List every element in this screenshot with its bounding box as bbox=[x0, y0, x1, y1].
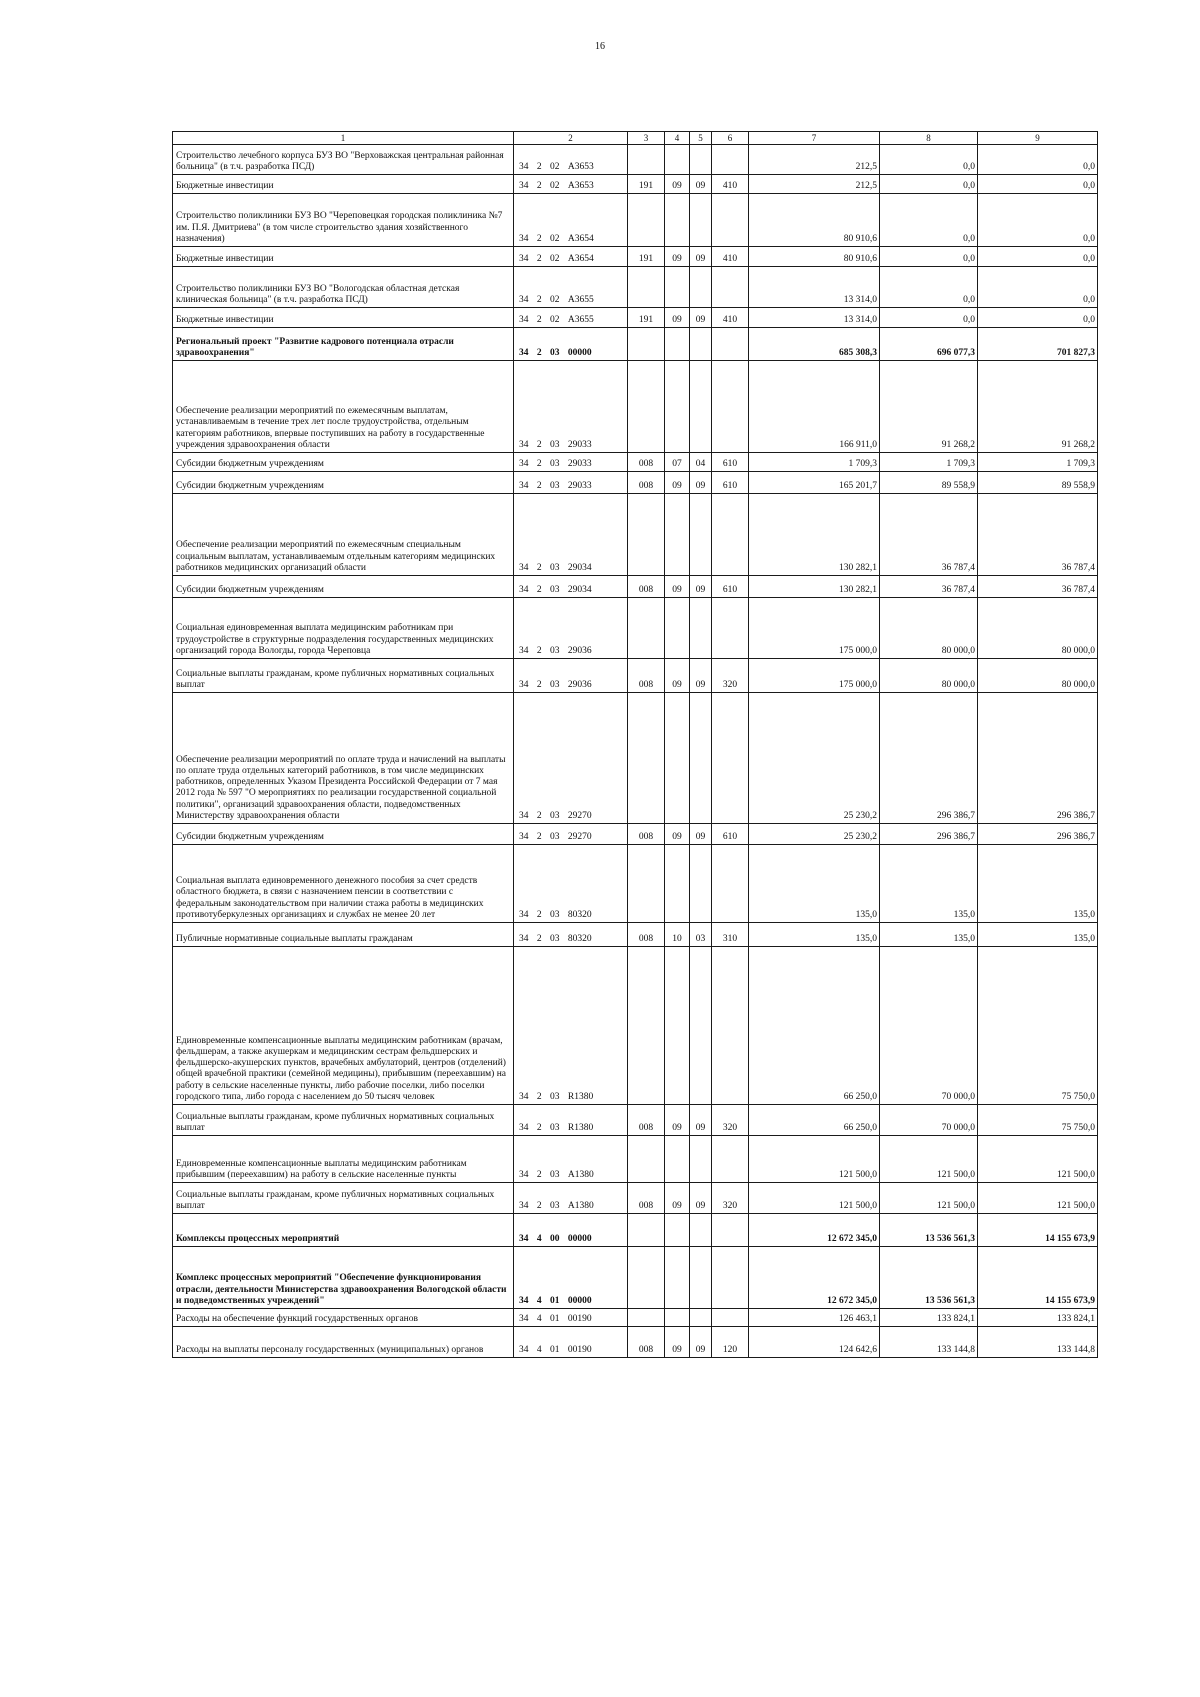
subsection-cell bbox=[690, 194, 712, 247]
amount-year1-cell: 80 910,6 bbox=[749, 194, 880, 247]
expense-type-cell bbox=[712, 845, 749, 923]
target-code-cell: 34 4 01 00190 bbox=[514, 1327, 628, 1358]
gov-code-cell: 008 bbox=[628, 1327, 665, 1358]
amount-year2-cell: 1 709,3 bbox=[880, 453, 978, 472]
target-code-cell: 34 2 03 00000 bbox=[514, 328, 628, 361]
header-col-8: 8 bbox=[880, 132, 978, 145]
expense-type-cell bbox=[712, 947, 749, 1105]
amount-year2-cell: 121 500,0 bbox=[880, 1183, 978, 1214]
expense-type-cell bbox=[712, 267, 749, 308]
table-row bbox=[173, 328, 1098, 361]
section-cell bbox=[665, 194, 690, 247]
amount-year3-cell: 80 000,0 bbox=[978, 598, 1098, 659]
name-cell: Единовременные компенсационные выплаты медицинским работникам прибывшим (переехавшим) на работу в сельские населенные пункты bbox=[173, 1136, 514, 1183]
name-cell: Субсидии бюджетным учреждениям bbox=[173, 453, 514, 472]
target-code-cell: 34 2 03 29033 bbox=[514, 453, 628, 472]
amount-year2-cell: 0,0 bbox=[880, 145, 978, 175]
page-number: 16 bbox=[595, 41, 605, 52]
expense-type-cell: 320 bbox=[712, 1183, 749, 1214]
section-cell: 09 bbox=[665, 1183, 690, 1214]
target-code-cell: 34 2 03 29034 bbox=[514, 494, 628, 576]
amount-year3-cell: 80 000,0 bbox=[978, 659, 1098, 693]
amount-year3-cell: 89 558,9 bbox=[978, 472, 1098, 494]
amount-year1-cell: 80 910,6 bbox=[749, 247, 880, 267]
gov-code-cell: 008 bbox=[628, 453, 665, 472]
section-cell: 09 bbox=[665, 1327, 690, 1358]
name-cell: Бюджетные инвестиции bbox=[173, 175, 514, 194]
amount-year1-cell: 13 314,0 bbox=[749, 267, 880, 308]
subsection-cell: 09 bbox=[690, 824, 712, 845]
table-row bbox=[173, 308, 1098, 328]
header-col-5: 5 bbox=[690, 132, 712, 145]
target-code-cell: 34 2 03 29033 bbox=[514, 472, 628, 494]
target-code-cell: 34 2 03 29036 bbox=[514, 598, 628, 659]
subsection-cell bbox=[690, 1247, 712, 1309]
amount-year2-cell: 36 787,4 bbox=[880, 494, 978, 576]
gov-code-cell: 008 bbox=[628, 1105, 665, 1136]
subsection-cell: 09 bbox=[690, 472, 712, 494]
subsection-cell bbox=[690, 145, 712, 175]
name-cell: Публичные нормативные социальные выплаты гражданам bbox=[173, 923, 514, 947]
expense-type-cell bbox=[712, 361, 749, 453]
amount-year1-cell: 165 201,7 bbox=[749, 472, 880, 494]
amount-year1-cell: 212,5 bbox=[749, 175, 880, 194]
gov-code-cell bbox=[628, 361, 665, 453]
amount-year2-cell: 80 000,0 bbox=[880, 659, 978, 693]
name-cell: Социальная выплата единовременного денежного пособия за счет средств областного бюджета, в связи с назначением пенсии в соответствии с федеральным законодательством при наличии стажа работы в медицинских противотуберкулезных организациях и службах не менее 20 лет bbox=[173, 845, 514, 923]
section-cell bbox=[665, 494, 690, 576]
expense-type-cell: 610 bbox=[712, 576, 749, 598]
amount-year3-cell: 701 827,3 bbox=[978, 328, 1098, 361]
subsection-cell: 09 bbox=[690, 247, 712, 267]
table-row bbox=[173, 1183, 1098, 1214]
amount-year3-cell: 91 268,2 bbox=[978, 361, 1098, 453]
subsection-cell: 09 bbox=[690, 175, 712, 194]
subsection-cell bbox=[690, 494, 712, 576]
subsection-cell bbox=[690, 1136, 712, 1183]
gov-code-cell: 008 bbox=[628, 659, 665, 693]
expense-type-cell: 610 bbox=[712, 453, 749, 472]
amount-year3-cell: 75 750,0 bbox=[978, 1105, 1098, 1136]
amount-year2-cell: 80 000,0 bbox=[880, 598, 978, 659]
table-row bbox=[173, 1309, 1098, 1327]
gov-code-cell bbox=[628, 267, 665, 308]
amount-year2-cell: 91 268,2 bbox=[880, 361, 978, 453]
amount-year3-cell: 133 824,1 bbox=[978, 1309, 1098, 1327]
amount-year3-cell: 121 500,0 bbox=[978, 1183, 1098, 1214]
section-cell: 09 bbox=[665, 175, 690, 194]
target-code-cell: 34 2 03 А1380 bbox=[514, 1136, 628, 1183]
amount-year3-cell: 75 750,0 bbox=[978, 947, 1098, 1105]
amount-year2-cell: 0,0 bbox=[880, 267, 978, 308]
section-cell bbox=[665, 1247, 690, 1309]
amount-year2-cell: 0,0 bbox=[880, 308, 978, 328]
gov-code-cell: 008 bbox=[628, 824, 665, 845]
amount-year1-cell: 66 250,0 bbox=[749, 1105, 880, 1136]
table-row bbox=[173, 453, 1098, 472]
section-cell bbox=[665, 328, 690, 361]
gov-code-cell bbox=[628, 845, 665, 923]
gov-code-cell bbox=[628, 1309, 665, 1327]
budget-table bbox=[172, 131, 1098, 1358]
gov-code-cell: 008 bbox=[628, 472, 665, 494]
subsection-cell bbox=[690, 693, 712, 824]
expense-type-cell: 610 bbox=[712, 472, 749, 494]
subsection-cell bbox=[690, 845, 712, 923]
table-row bbox=[173, 659, 1098, 693]
target-code-cell: 34 2 03 29033 bbox=[514, 361, 628, 453]
section-cell bbox=[665, 693, 690, 824]
subsection-cell: 04 bbox=[690, 453, 712, 472]
name-cell: Обеспечение реализации мероприятий по оплате труда и начислений на выплаты по оплате труда отдельных категорий работников, в том числе медицинских работников, определенных Указом Президента Российской Федерации от 7 мая 2012 года № 597 "О мероприятиях по реализации государственной социальной политики", организаций здравоохранения области, подведомственных Министерству здравоохранения области bbox=[173, 693, 514, 824]
subsection-cell bbox=[690, 1309, 712, 1327]
expense-type-cell bbox=[712, 494, 749, 576]
header-col-6: 6 bbox=[712, 132, 749, 145]
expense-type-cell bbox=[712, 328, 749, 361]
amount-year1-cell: 130 282,1 bbox=[749, 576, 880, 598]
subsection-cell bbox=[690, 361, 712, 453]
table-body bbox=[173, 132, 1098, 1358]
expense-type-cell bbox=[712, 598, 749, 659]
name-cell: Расходы на выплаты персоналу государственных (муниципальных) органов bbox=[173, 1327, 514, 1358]
expense-type-cell bbox=[712, 145, 749, 175]
amount-year2-cell: 0,0 bbox=[880, 247, 978, 267]
amount-year3-cell: 135,0 bbox=[978, 845, 1098, 923]
target-code-cell: 34 2 02 А3654 bbox=[514, 194, 628, 247]
name-cell: Субсидии бюджетным учреждениям bbox=[173, 824, 514, 845]
amount-year3-cell: 296 386,7 bbox=[978, 824, 1098, 845]
amount-year1-cell: 175 000,0 bbox=[749, 659, 880, 693]
amount-year3-cell: 296 386,7 bbox=[978, 693, 1098, 824]
expense-type-cell bbox=[712, 194, 749, 247]
amount-year2-cell: 296 386,7 bbox=[880, 824, 978, 845]
section-cell: 09 bbox=[665, 1105, 690, 1136]
expense-type-cell bbox=[712, 693, 749, 824]
gov-code-cell: 008 bbox=[628, 923, 665, 947]
name-cell: Социальные выплаты гражданам, кроме публичных нормативных социальных выплат bbox=[173, 1105, 514, 1136]
amount-year1-cell: 121 500,0 bbox=[749, 1183, 880, 1214]
amount-year1-cell: 25 230,2 bbox=[749, 824, 880, 845]
amount-year3-cell: 0,0 bbox=[978, 247, 1098, 267]
expense-type-cell: 410 bbox=[712, 308, 749, 328]
amount-year3-cell: 133 144,8 bbox=[978, 1327, 1098, 1358]
subsection-cell: 09 bbox=[690, 659, 712, 693]
gov-code-cell bbox=[628, 598, 665, 659]
amount-year2-cell: 133 824,1 bbox=[880, 1309, 978, 1327]
expense-type-cell bbox=[712, 1247, 749, 1309]
amount-year1-cell: 121 500,0 bbox=[749, 1136, 880, 1183]
gov-code-cell bbox=[628, 1214, 665, 1247]
subsection-cell: 09 bbox=[690, 308, 712, 328]
amount-year1-cell: 135,0 bbox=[749, 845, 880, 923]
section-cell bbox=[665, 947, 690, 1105]
gov-code-cell bbox=[628, 145, 665, 175]
target-code-cell: 34 2 02 А3655 bbox=[514, 267, 628, 308]
gov-code-cell bbox=[628, 328, 665, 361]
table-row bbox=[173, 175, 1098, 194]
target-code-cell: 34 2 03 29036 bbox=[514, 659, 628, 693]
name-cell: Расходы на обеспечение функций государственных органов bbox=[173, 1309, 514, 1327]
gov-code-cell bbox=[628, 494, 665, 576]
gov-code-cell: 008 bbox=[628, 1183, 665, 1214]
table-row bbox=[173, 598, 1098, 659]
name-cell: Строительство поликлиники БУЗ ВО "Вологодская областная детская клиническая больница" (в т.ч. разработка ПСД) bbox=[173, 267, 514, 308]
expense-type-cell: 320 bbox=[712, 1105, 749, 1136]
amount-year1-cell: 685 308,3 bbox=[749, 328, 880, 361]
subsection-cell: 03 bbox=[690, 923, 712, 947]
section-cell: 09 bbox=[665, 576, 690, 598]
header-col-1: 1 bbox=[173, 132, 514, 145]
amount-year2-cell: 133 144,8 bbox=[880, 1327, 978, 1358]
amount-year2-cell: 135,0 bbox=[880, 845, 978, 923]
table-row bbox=[173, 824, 1098, 845]
amount-year2-cell: 70 000,0 bbox=[880, 1105, 978, 1136]
amount-year3-cell: 14 155 673,9 bbox=[978, 1247, 1098, 1309]
section-cell bbox=[665, 145, 690, 175]
name-cell: Строительство лечебного корпуса БУЗ ВО "Верховажская центральная районная больница" (в т.ч. разработка ПСД) bbox=[173, 145, 514, 175]
header-row bbox=[173, 132, 1098, 145]
target-code-cell: 34 2 02 А3654 bbox=[514, 247, 628, 267]
section-cell: 10 bbox=[665, 923, 690, 947]
subsection-cell bbox=[690, 267, 712, 308]
target-code-cell: 34 2 03 29034 bbox=[514, 576, 628, 598]
name-cell: Социальная единовременная выплата медицинским работникам при трудоустройстве в структурные подразделения государственных медицинских организаций города Вологды, города Череповца bbox=[173, 598, 514, 659]
subsection-cell: 09 bbox=[690, 1183, 712, 1214]
section-cell bbox=[665, 361, 690, 453]
table-row bbox=[173, 947, 1098, 1105]
subsection-cell bbox=[690, 947, 712, 1105]
amount-year2-cell: 13 536 561,3 bbox=[880, 1247, 978, 1309]
target-code-cell: 34 4 00 00000 bbox=[514, 1214, 628, 1247]
target-code-cell: 34 2 03 А1380 bbox=[514, 1183, 628, 1214]
table-row bbox=[173, 145, 1098, 175]
gov-code-cell: 191 bbox=[628, 247, 665, 267]
amount-year1-cell: 212,5 bbox=[749, 145, 880, 175]
header-col-4: 4 bbox=[665, 132, 690, 145]
name-cell: Обеспечение реализации мероприятий по ежемесячным специальным социальным выплатам, устанавливаемым отдельным категориям медицинских работников медицинских организаций области bbox=[173, 494, 514, 576]
section-cell: 09 bbox=[665, 472, 690, 494]
table-row bbox=[173, 247, 1098, 267]
target-code-cell: 34 2 02 А3653 bbox=[514, 175, 628, 194]
expense-type-cell: 310 bbox=[712, 923, 749, 947]
amount-year3-cell: 0,0 bbox=[978, 267, 1098, 308]
amount-year1-cell: 66 250,0 bbox=[749, 947, 880, 1105]
name-cell: Обеспечение реализации мероприятий по ежемесячным выплатам, устанавливаемым в течение трех лет после трудоустройства, отдельным категориям работников, впервые поступивших на работу в государственные учреждения здравоохранения области bbox=[173, 361, 514, 453]
amount-year1-cell: 135,0 bbox=[749, 923, 880, 947]
target-code-cell: 34 2 03 29270 bbox=[514, 693, 628, 824]
section-cell bbox=[665, 1309, 690, 1327]
amount-year1-cell: 175 000,0 bbox=[749, 598, 880, 659]
amount-year2-cell: 135,0 bbox=[880, 923, 978, 947]
amount-year3-cell: 0,0 bbox=[978, 145, 1098, 175]
gov-code-cell bbox=[628, 947, 665, 1105]
amount-year1-cell: 166 911,0 bbox=[749, 361, 880, 453]
table-row bbox=[173, 923, 1098, 947]
gov-code-cell: 191 bbox=[628, 175, 665, 194]
name-cell: Бюджетные инвестиции bbox=[173, 247, 514, 267]
section-cell: 09 bbox=[665, 247, 690, 267]
amount-year3-cell: 14 155 673,9 bbox=[978, 1214, 1098, 1247]
subsection-cell bbox=[690, 598, 712, 659]
expense-type-cell: 120 bbox=[712, 1327, 749, 1358]
name-cell: Социальные выплаты гражданам, кроме публичных нормативных социальных выплат bbox=[173, 659, 514, 693]
table-row bbox=[173, 1136, 1098, 1183]
table-row bbox=[173, 1247, 1098, 1309]
amount-year3-cell: 0,0 bbox=[978, 308, 1098, 328]
expense-type-cell: 410 bbox=[712, 247, 749, 267]
target-code-cell: 34 4 01 00000 bbox=[514, 1247, 628, 1309]
amount-year3-cell: 121 500,0 bbox=[978, 1136, 1098, 1183]
section-cell: 09 bbox=[665, 824, 690, 845]
subsection-cell bbox=[690, 1214, 712, 1247]
target-code-cell: 34 4 01 00190 bbox=[514, 1309, 628, 1327]
table-row bbox=[173, 1327, 1098, 1358]
table-row bbox=[173, 1214, 1098, 1247]
amount-year1-cell: 13 314,0 bbox=[749, 308, 880, 328]
gov-code-cell: 008 bbox=[628, 576, 665, 598]
header-col-9: 9 bbox=[978, 132, 1098, 145]
section-cell: 09 bbox=[665, 308, 690, 328]
subsection-cell bbox=[690, 328, 712, 361]
name-cell: Субсидии бюджетным учреждениям bbox=[173, 472, 514, 494]
target-code-cell: 34 2 02 А3653 bbox=[514, 145, 628, 175]
table-row bbox=[173, 194, 1098, 247]
amount-year3-cell: 135,0 bbox=[978, 923, 1098, 947]
table-row bbox=[173, 1105, 1098, 1136]
amount-year3-cell: 1 709,3 bbox=[978, 453, 1098, 472]
section-cell: 09 bbox=[665, 659, 690, 693]
target-code-cell: 34 2 03 29270 bbox=[514, 824, 628, 845]
amount-year1-cell: 126 463,1 bbox=[749, 1309, 880, 1327]
amount-year1-cell: 25 230,2 bbox=[749, 693, 880, 824]
amount-year1-cell: 1 709,3 bbox=[749, 453, 880, 472]
amount-year2-cell: 13 536 561,3 bbox=[880, 1214, 978, 1247]
amount-year2-cell: 89 558,9 bbox=[880, 472, 978, 494]
amount-year2-cell: 696 077,3 bbox=[880, 328, 978, 361]
name-cell: Бюджетные инвестиции bbox=[173, 308, 514, 328]
expense-type-cell bbox=[712, 1214, 749, 1247]
gov-code-cell bbox=[628, 1247, 665, 1309]
table-row bbox=[173, 267, 1098, 308]
amount-year2-cell: 36 787,4 bbox=[880, 576, 978, 598]
amount-year2-cell: 296 386,7 bbox=[880, 693, 978, 824]
expense-type-cell bbox=[712, 1136, 749, 1183]
amount-year3-cell: 0,0 bbox=[978, 175, 1098, 194]
target-code-cell: 34 2 03 R1380 bbox=[514, 947, 628, 1105]
subsection-cell: 09 bbox=[690, 1327, 712, 1358]
name-cell: Комплекс процессных мероприятий "Обеспечение функционирования отрасли, деятельности Министерства здравоохранения Вологодской области и подведомственных учреждений" bbox=[173, 1247, 514, 1309]
amount-year1-cell: 12 672 345,0 bbox=[749, 1247, 880, 1309]
amount-year3-cell: 36 787,4 bbox=[978, 494, 1098, 576]
name-cell: Субсидии бюджетным учреждениям bbox=[173, 576, 514, 598]
target-code-cell: 34 2 03 R1380 bbox=[514, 1105, 628, 1136]
amount-year3-cell: 36 787,4 bbox=[978, 576, 1098, 598]
amount-year1-cell: 12 672 345,0 bbox=[749, 1214, 880, 1247]
table-row bbox=[173, 361, 1098, 453]
target-code-cell: 34 2 02 А3655 bbox=[514, 308, 628, 328]
table-row bbox=[173, 576, 1098, 598]
header-col-2: 2 bbox=[514, 132, 628, 145]
header-col-7: 7 bbox=[749, 132, 880, 145]
section-cell bbox=[665, 1214, 690, 1247]
expense-type-cell: 320 bbox=[712, 659, 749, 693]
gov-code-cell bbox=[628, 1136, 665, 1183]
name-cell: Единовременные компенсационные выплаты медицинским работникам (врачам, фельдшерам, а также акушеркам и медицинским сестрам фельдшерских и фельдшерско-акушерских пунктов, врачебных амбулаторий, центров (отделений) общей врачебной практики (семейной медицины), прибывшим (переехавшим) на работу в сельские населенные пункты, либо рабочие поселки, либо поселки городского типа, либо города с населением до 50 тысяч человек bbox=[173, 947, 514, 1105]
name-cell: Региональный проект "Развитие кадрового потенциала отрасли здравоохранения" bbox=[173, 328, 514, 361]
amount-year3-cell: 0,0 bbox=[978, 194, 1098, 247]
subsection-cell: 09 bbox=[690, 576, 712, 598]
gov-code-cell: 191 bbox=[628, 308, 665, 328]
target-code-cell: 34 2 03 80320 bbox=[514, 845, 628, 923]
expense-type-cell bbox=[712, 1309, 749, 1327]
section-cell bbox=[665, 598, 690, 659]
amount-year1-cell: 124 642,6 bbox=[749, 1327, 880, 1358]
amount-year2-cell: 70 000,0 bbox=[880, 947, 978, 1105]
amount-year2-cell: 121 500,0 bbox=[880, 1136, 978, 1183]
amount-year2-cell: 0,0 bbox=[880, 194, 978, 247]
table-row bbox=[173, 494, 1098, 576]
subsection-cell: 09 bbox=[690, 1105, 712, 1136]
amount-year1-cell: 130 282,1 bbox=[749, 494, 880, 576]
gov-code-cell bbox=[628, 693, 665, 824]
expense-type-cell: 610 bbox=[712, 824, 749, 845]
table-row bbox=[173, 472, 1098, 494]
target-code-cell: 34 2 03 80320 bbox=[514, 923, 628, 947]
section-cell bbox=[665, 845, 690, 923]
table-row bbox=[173, 845, 1098, 923]
section-cell: 07 bbox=[665, 453, 690, 472]
section-cell bbox=[665, 267, 690, 308]
name-cell: Строительство поликлиники БУЗ ВО "Череповецкая городская поликлиника №7 им. П.Я. Дмитриева" (в том числе строительство здания хозяйственного назначения) bbox=[173, 194, 514, 247]
gov-code-cell bbox=[628, 194, 665, 247]
expense-type-cell: 410 bbox=[712, 175, 749, 194]
name-cell: Комплексы процессных мероприятий bbox=[173, 1214, 514, 1247]
table-row bbox=[173, 693, 1098, 824]
name-cell: Социальные выплаты гражданам, кроме публичных нормативных социальных выплат bbox=[173, 1183, 514, 1214]
amount-year2-cell: 0,0 bbox=[880, 175, 978, 194]
header-col-3: 3 bbox=[628, 132, 665, 145]
section-cell bbox=[665, 1136, 690, 1183]
